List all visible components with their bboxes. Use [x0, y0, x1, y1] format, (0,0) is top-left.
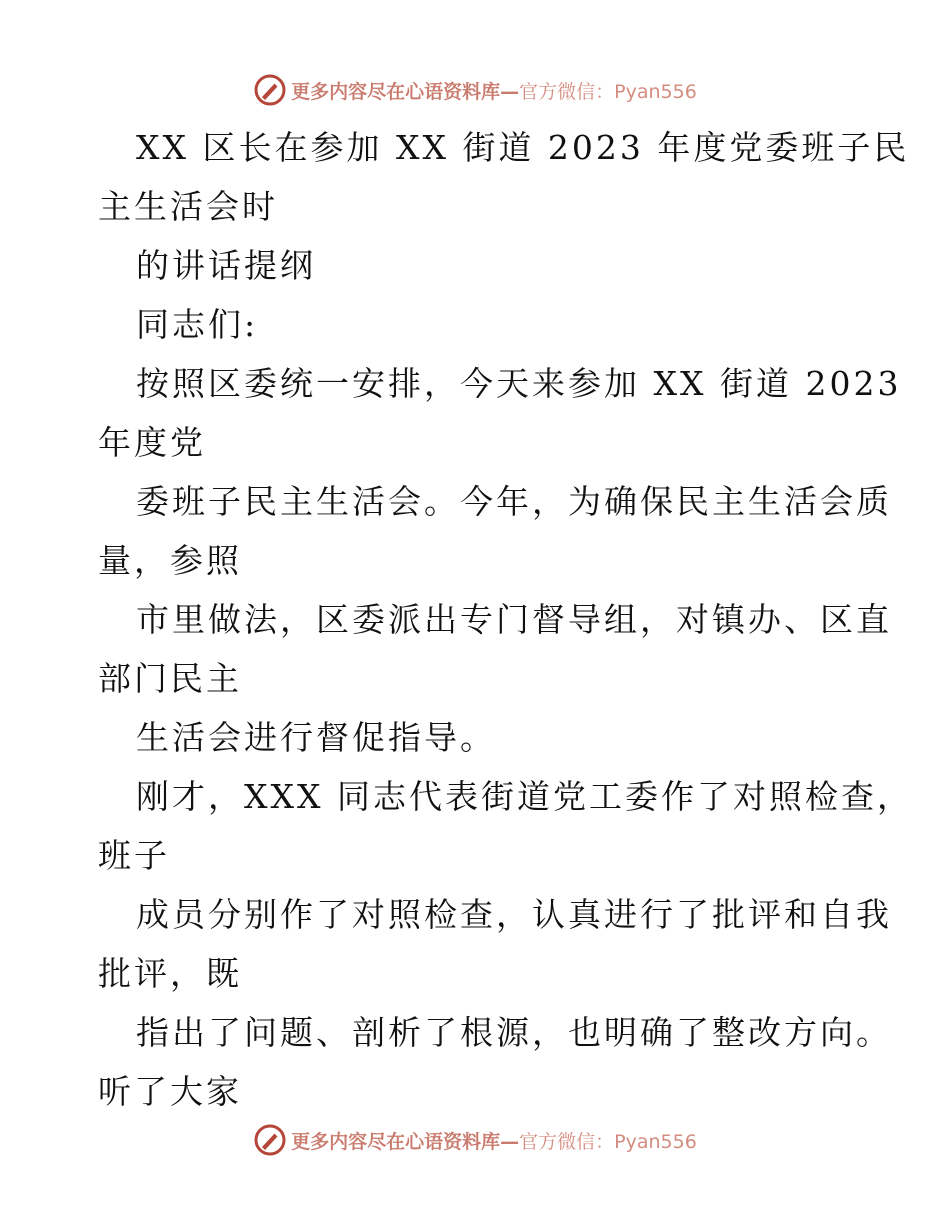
text-line: XX 区长在参加 XX 街道 2023 年度党委班子民 [136, 128, 910, 167]
text-line: 主生活会时 [98, 187, 278, 226]
footer-watermark [0, 1120, 950, 1160]
text-line: 按照区委统一安排，今天来参加 XX 街道 2023 [136, 364, 902, 403]
text-line: 量，参照 [98, 541, 242, 580]
text-line: 生活会进行督促指导。 [136, 718, 496, 757]
text-line: 班子 [98, 836, 170, 875]
text-line: 市里做法，区委派出专门督导组，对镇办、区直 [136, 600, 892, 639]
pen-logo-icon [253, 1123, 287, 1157]
text-line: 委班子民主生活会。今年，为确保民主生活会质 [136, 482, 892, 521]
text-line: 指出了问题、剖析了根源，也明确了整改方向。 [136, 1013, 892, 1052]
text-line: 年度党 [98, 423, 206, 462]
watermark-text: 更多内容尽在心语资料库—官方微信：Pyan556 [291, 1130, 697, 1153]
text-line: 刚才，XXX 同志代表街道党工委作了对照检查， [136, 777, 913, 816]
text-line: 听了大家 [98, 1072, 242, 1111]
pen-logo-icon [253, 73, 287, 107]
text-line: 的讲话提纲 [136, 246, 316, 285]
text-line: 同志们: [136, 305, 259, 344]
header-watermark [0, 70, 950, 110]
text-line: 成员分别作了对照检查，认真进行了批评和自我 [136, 895, 892, 934]
text-line: 批评，既 [98, 954, 242, 993]
watermark-text: 更多内容尽在心语资料库—官方微信：Pyan556 [291, 80, 697, 103]
document-body [98, 118, 913, 1121]
text-line: 部门民主 [98, 659, 242, 698]
